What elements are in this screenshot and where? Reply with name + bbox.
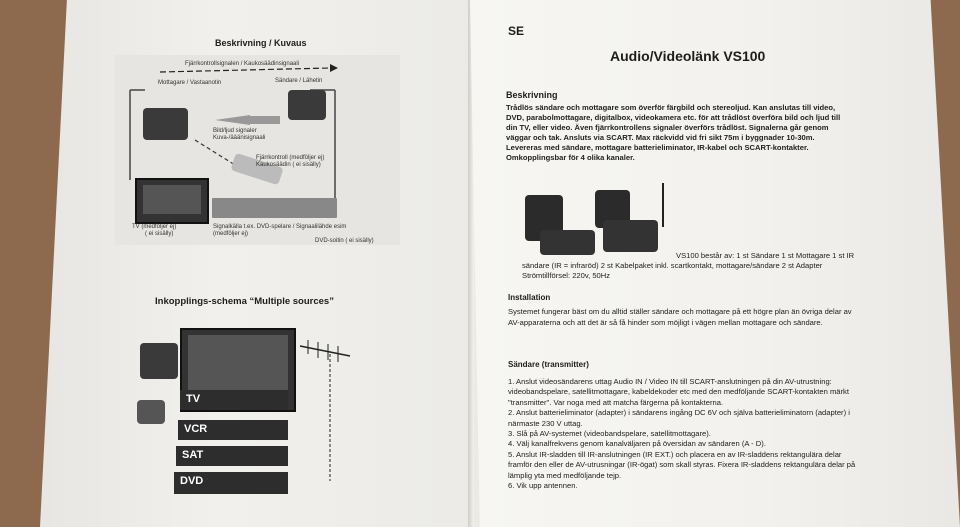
sender-heading: Sändare (transmitter) (508, 360, 589, 369)
sender-label: Sändare / Lähetin (275, 78, 323, 84)
tv-label-2: ( ei sisälly) (145, 231, 174, 237)
av-label-2: Kuva-/ääänisignaali (213, 135, 266, 141)
rack-dvd: DVD (174, 472, 288, 494)
description-heading: Beskrivning (506, 90, 558, 100)
ir-signal-label: Fjärrkontrollsignalen / Kaukosäädinsignaali (185, 61, 300, 67)
section-title-multiple-sources: Inkopplings-schema “Multiple sources” (155, 296, 334, 307)
description-text: Trådlös sändare och mottagare som överför färgbild och stereoljud. Kan anslutas till video, DVD, parabolmottagare, digitalbox, videokamera etc. för att trådlöst överföra bild och ljud till din TV, eller video. Även fjärrkontrollens signaler överförs trådlöst. Signalerna går genom väggar och tak. Ansluts via SCART. Max räckvidd vid fri sikt 75m i byggnader 10-30m. Levereras med sändare, mottagare batterieliminator, IR-kabel och SCART-kontakter. Omkopplingsbar för 4 olika kanaler. (506, 103, 841, 162)
sender-device-2 (137, 400, 165, 424)
tv-label-1: TV (medföljer ej) (132, 224, 177, 230)
receiver-label: Mottagare / Vastaanotin (158, 80, 222, 86)
tv-device (135, 178, 209, 224)
receiver-device-2 (140, 343, 178, 379)
remote-label-1: Fjärrkontroll (medföljer ej) (256, 155, 325, 161)
source-label-3: DVD-soitin ( ei sisälly) (315, 238, 374, 244)
av-signal-arrow (215, 115, 250, 125)
sender-device (288, 90, 326, 120)
ir-signal-arrow (160, 68, 330, 72)
remote-label-2: Kaukosäädin ( ei sisälly) (256, 162, 321, 168)
antenna-icon (290, 336, 370, 486)
rack-vcr: VCR (178, 420, 288, 440)
receiver-device (143, 108, 188, 140)
dvd-player (212, 198, 337, 218)
document-title: Audio/Videolänk VS100 (610, 48, 766, 64)
rack-sat: SAT (176, 446, 288, 466)
source-label-1: Signalkälla t.ex. DVD-spelare / Signaalilähde esim (213, 224, 347, 230)
sender-instructions: 1. Anslut videosändarens uttag Audio IN / Video IN till SCART-anslutningen på din AV-utrustning: videobandspelare, satellitmottagare, kabeldekoder etc med den medföljande SCART-kontakten märkt "transmitter". Var noga med att matcha färgerna på kontakterna. 2. Anslut batterieliminator (adapter) i sändarens ingång DC 6V och själva batterieliminatorn (adapter) i närmaste 230 V uttag. 3. Slå på AV-systemet (videobandspelare, satellitmottagare). 4. Välj kanalfrekvens genom kanalväljaren på översidan av sändaren (A - D). 5. Anslut IR-sladden till IR-anslutningen (IR EXT.) och placera en av IR-sladdens rektangulära delar framför den eller de AV-utrusningar (IR-ögat) som skall styras. Fixera IR-sladdens rektangulära delar på lämplig yta med medföljande tejp. 6. Vik upp antennen. (508, 377, 856, 491)
ir-arrow-head (330, 64, 338, 72)
antenna-photo (662, 183, 664, 227)
installation-heading: Installation (508, 293, 551, 302)
section-title-description: Beskrivning / Kuvaus (215, 38, 307, 48)
language-code: SE (508, 24, 525, 38)
av-label-1: Bild/ljud signaler (213, 128, 257, 134)
remote-arrow (195, 140, 235, 165)
source-label-2: (medföljer ej) (213, 231, 249, 237)
rack-tv: TV (180, 390, 288, 410)
installation-text: Systemet fungerar bäst om du alltid ställer sändare och mottagare på ett högre plan än övriga delar av AV-apparaterna och att det är så få hinder som möjligt i vägen mellan mottagare och sändare. (508, 307, 852, 327)
contents-text: VS100 består av: 1 st Sändare 1 st Mottagare 1 st IR sändare (IR = infraröd) 2 st Kabelpaket inkl. scartkontakt, mottagare/sändare 2 st Adapter Strömtillförsel: 220v, 50Hz (522, 251, 855, 281)
